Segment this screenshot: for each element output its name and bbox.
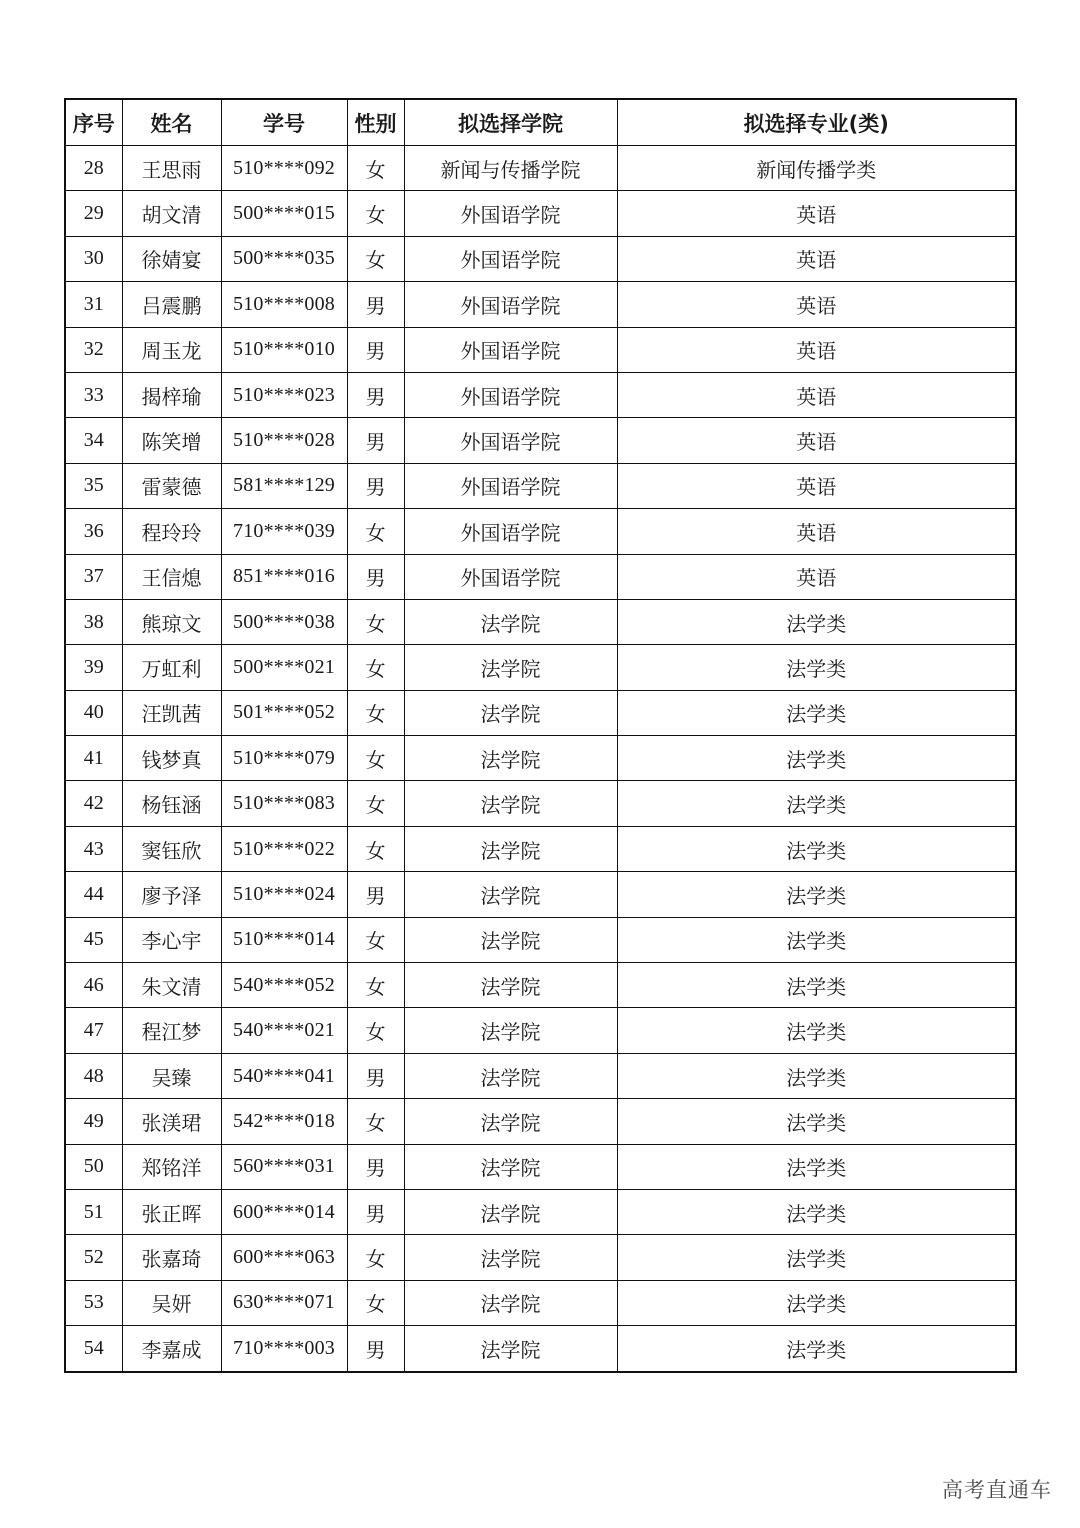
cell-no: 30 (65, 236, 122, 281)
cell-name: 李心宇 (122, 917, 221, 962)
student-list-table (64, 98, 1017, 1373)
cell-major: 法学类 (617, 963, 1016, 1008)
cell-name: 熊琼文 (122, 599, 221, 644)
cell-name: 万虹利 (122, 645, 221, 690)
table-row (65, 917, 1016, 962)
cell-college: 外国语学院 (404, 418, 617, 463)
table-row (65, 781, 1016, 826)
cell-gender: 女 (347, 736, 404, 781)
cell-no: 48 (65, 1053, 122, 1098)
cell-gender: 男 (347, 1189, 404, 1234)
cell-college: 法学院 (404, 599, 617, 644)
cell-no: 54 (65, 1326, 122, 1372)
cell-student-id: 510****024 (221, 872, 347, 917)
cell-gender: 男 (347, 1053, 404, 1098)
cell-name: 程玲玲 (122, 509, 221, 554)
cell-student-id: 510****092 (221, 146, 347, 191)
cell-name: 揭梓瑜 (122, 372, 221, 417)
cell-gender: 女 (347, 690, 404, 735)
cell-no: 49 (65, 1099, 122, 1144)
header-name: 姓名 (122, 99, 221, 146)
cell-name: 吕震鹏 (122, 282, 221, 327)
cell-major: 英语 (617, 509, 1016, 554)
cell-no: 32 (65, 327, 122, 372)
cell-name: 周玉龙 (122, 327, 221, 372)
table-row (65, 1280, 1016, 1325)
cell-college: 外国语学院 (404, 282, 617, 327)
table-row (65, 372, 1016, 417)
cell-gender: 男 (347, 327, 404, 372)
cell-major: 英语 (617, 418, 1016, 463)
table-row (65, 327, 1016, 372)
cell-no: 34 (65, 418, 122, 463)
cell-college: 法学院 (404, 1189, 617, 1234)
cell-no: 50 (65, 1144, 122, 1189)
cell-name: 雷蒙德 (122, 463, 221, 508)
cell-major: 法学类 (617, 1099, 1016, 1144)
header-no: 序号 (65, 99, 122, 146)
table-row (65, 826, 1016, 871)
cell-student-id: 500****021 (221, 645, 347, 690)
cell-no: 45 (65, 917, 122, 962)
cell-name: 张正晖 (122, 1189, 221, 1234)
cell-name: 张渼珺 (122, 1099, 221, 1144)
cell-name: 张嘉琦 (122, 1235, 221, 1280)
cell-name: 陈笑增 (122, 418, 221, 463)
cell-gender: 女 (347, 191, 404, 236)
cell-college: 法学院 (404, 872, 617, 917)
cell-gender: 男 (347, 463, 404, 508)
table-row (65, 236, 1016, 281)
cell-gender: 女 (347, 917, 404, 962)
cell-college: 法学院 (404, 690, 617, 735)
header-college: 拟选择学院 (404, 99, 617, 146)
cell-major: 新闻传播学类 (617, 146, 1016, 191)
table-row (65, 645, 1016, 690)
cell-student-id: 501****052 (221, 690, 347, 735)
table-row (65, 736, 1016, 781)
cell-major: 法学类 (617, 736, 1016, 781)
cell-student-id: 510****008 (221, 282, 347, 327)
table-body (65, 146, 1016, 1372)
table-row (65, 1189, 1016, 1234)
cell-gender: 男 (347, 1144, 404, 1189)
header-gender: 性别 (347, 99, 404, 146)
cell-college: 法学院 (404, 736, 617, 781)
cell-student-id: 630****071 (221, 1280, 347, 1325)
header-major: 拟选择专业(类) (617, 99, 1016, 146)
cell-no: 39 (65, 645, 122, 690)
cell-no: 42 (65, 781, 122, 826)
table-header (65, 99, 1016, 146)
cell-major: 法学类 (617, 599, 1016, 644)
cell-gender: 女 (347, 645, 404, 690)
cell-major: 法学类 (617, 826, 1016, 871)
cell-major: 法学类 (617, 1008, 1016, 1053)
cell-no: 51 (65, 1189, 122, 1234)
cell-student-id: 710****039 (221, 509, 347, 554)
cell-gender: 女 (347, 963, 404, 1008)
cell-college: 外国语学院 (404, 509, 617, 554)
cell-gender: 女 (347, 1280, 404, 1325)
cell-gender: 男 (347, 418, 404, 463)
cell-no: 44 (65, 872, 122, 917)
cell-no: 40 (65, 690, 122, 735)
cell-college: 法学院 (404, 1099, 617, 1144)
cell-college: 外国语学院 (404, 554, 617, 599)
cell-gender: 男 (347, 372, 404, 417)
table-row (65, 509, 1016, 554)
cell-name: 吴妍 (122, 1280, 221, 1325)
header-row (65, 99, 1016, 146)
cell-name: 徐婧宴 (122, 236, 221, 281)
cell-name: 程江梦 (122, 1008, 221, 1053)
cell-name: 窦钰欣 (122, 826, 221, 871)
cell-major: 英语 (617, 236, 1016, 281)
cell-student-id: 542****018 (221, 1099, 347, 1144)
cell-name: 汪凯茜 (122, 690, 221, 735)
cell-student-id: 510****010 (221, 327, 347, 372)
table-row (65, 191, 1016, 236)
cell-gender: 女 (347, 781, 404, 826)
table-row (65, 963, 1016, 1008)
cell-major: 法学类 (617, 781, 1016, 826)
cell-student-id: 540****052 (221, 963, 347, 1008)
cell-college: 外国语学院 (404, 191, 617, 236)
table-row (65, 1235, 1016, 1280)
cell-no: 41 (65, 736, 122, 781)
cell-name: 胡文清 (122, 191, 221, 236)
cell-college: 法学院 (404, 1280, 617, 1325)
cell-student-id: 560****031 (221, 1144, 347, 1189)
cell-no: 53 (65, 1280, 122, 1325)
table-row (65, 418, 1016, 463)
cell-major: 法学类 (617, 1144, 1016, 1189)
cell-student-id: 710****003 (221, 1326, 347, 1372)
cell-gender: 男 (347, 554, 404, 599)
table-row (65, 463, 1016, 508)
cell-major: 英语 (617, 327, 1016, 372)
cell-no: 29 (65, 191, 122, 236)
cell-student-id: 500****015 (221, 191, 347, 236)
cell-gender: 女 (347, 146, 404, 191)
cell-college: 法学院 (404, 1235, 617, 1280)
cell-gender: 女 (347, 509, 404, 554)
cell-no: 33 (65, 372, 122, 417)
cell-name: 郑铭洋 (122, 1144, 221, 1189)
cell-gender: 女 (347, 1008, 404, 1053)
cell-major: 法学类 (617, 872, 1016, 917)
cell-no: 37 (65, 554, 122, 599)
cell-major: 英语 (617, 372, 1016, 417)
cell-major: 法学类 (617, 917, 1016, 962)
cell-no: 47 (65, 1008, 122, 1053)
cell-college: 法学院 (404, 645, 617, 690)
cell-gender: 女 (347, 1099, 404, 1144)
cell-major: 英语 (617, 282, 1016, 327)
cell-name: 廖予泽 (122, 872, 221, 917)
cell-student-id: 510****083 (221, 781, 347, 826)
table-row (65, 1053, 1016, 1098)
cell-college: 外国语学院 (404, 236, 617, 281)
table-row (65, 690, 1016, 735)
table-row (65, 1326, 1016, 1372)
cell-college: 法学院 (404, 1053, 617, 1098)
cell-college: 外国语学院 (404, 372, 617, 417)
cell-name: 吴臻 (122, 1053, 221, 1098)
cell-student-id: 510****014 (221, 917, 347, 962)
cell-gender: 男 (347, 282, 404, 327)
cell-student-id: 500****035 (221, 236, 347, 281)
cell-student-id: 600****014 (221, 1189, 347, 1234)
cell-name: 王信熄 (122, 554, 221, 599)
table-row (65, 554, 1016, 599)
cell-gender: 女 (347, 236, 404, 281)
cell-student-id: 510****079 (221, 736, 347, 781)
cell-no: 43 (65, 826, 122, 871)
cell-student-id: 581****129 (221, 463, 347, 508)
cell-student-id: 510****023 (221, 372, 347, 417)
cell-college: 法学院 (404, 963, 617, 1008)
cell-college: 外国语学院 (404, 463, 617, 508)
cell-name: 杨钰涵 (122, 781, 221, 826)
cell-no: 31 (65, 282, 122, 327)
cell-student-id: 540****021 (221, 1008, 347, 1053)
cell-no: 28 (65, 146, 122, 191)
table-row (65, 1144, 1016, 1189)
cell-major: 英语 (617, 191, 1016, 236)
cell-major: 法学类 (617, 1053, 1016, 1098)
cell-no: 35 (65, 463, 122, 508)
cell-gender: 女 (347, 599, 404, 644)
table-row (65, 599, 1016, 644)
cell-gender: 女 (347, 1235, 404, 1280)
cell-college: 法学院 (404, 1326, 617, 1372)
cell-college: 法学院 (404, 917, 617, 962)
table-row (65, 282, 1016, 327)
cell-name: 朱文清 (122, 963, 221, 1008)
cell-name: 钱梦真 (122, 736, 221, 781)
cell-gender: 女 (347, 826, 404, 871)
cell-student-id: 500****038 (221, 599, 347, 644)
cell-major: 法学类 (617, 1235, 1016, 1280)
cell-major: 法学类 (617, 645, 1016, 690)
table-row (65, 146, 1016, 191)
cell-student-id: 600****063 (221, 1235, 347, 1280)
cell-name: 李嘉成 (122, 1326, 221, 1372)
cell-major: 英语 (617, 554, 1016, 599)
cell-student-id: 510****022 (221, 826, 347, 871)
cell-no: 52 (65, 1235, 122, 1280)
cell-college: 法学院 (404, 781, 617, 826)
header-student-id: 学号 (221, 99, 347, 146)
cell-college: 法学院 (404, 1144, 617, 1189)
cell-student-id: 851****016 (221, 554, 347, 599)
cell-student-id: 540****041 (221, 1053, 347, 1098)
cell-gender: 男 (347, 1326, 404, 1372)
watermark-text: 高考直通车 (942, 1478, 1052, 1502)
cell-major: 法学类 (617, 1326, 1016, 1372)
cell-major: 法学类 (617, 1189, 1016, 1234)
cell-college: 法学院 (404, 826, 617, 871)
cell-no: 46 (65, 963, 122, 1008)
cell-college: 外国语学院 (404, 327, 617, 372)
cell-gender: 男 (347, 872, 404, 917)
cell-no: 38 (65, 599, 122, 644)
cell-major: 法学类 (617, 690, 1016, 735)
table-row (65, 872, 1016, 917)
table-row (65, 1008, 1016, 1053)
cell-name: 王思雨 (122, 146, 221, 191)
cell-college: 法学院 (404, 1008, 617, 1053)
table-row (65, 1099, 1016, 1144)
cell-major: 法学类 (617, 1280, 1016, 1325)
cell-college: 新闻与传播学院 (404, 146, 617, 191)
cell-no: 36 (65, 509, 122, 554)
cell-major: 英语 (617, 463, 1016, 508)
cell-student-id: 510****028 (221, 418, 347, 463)
